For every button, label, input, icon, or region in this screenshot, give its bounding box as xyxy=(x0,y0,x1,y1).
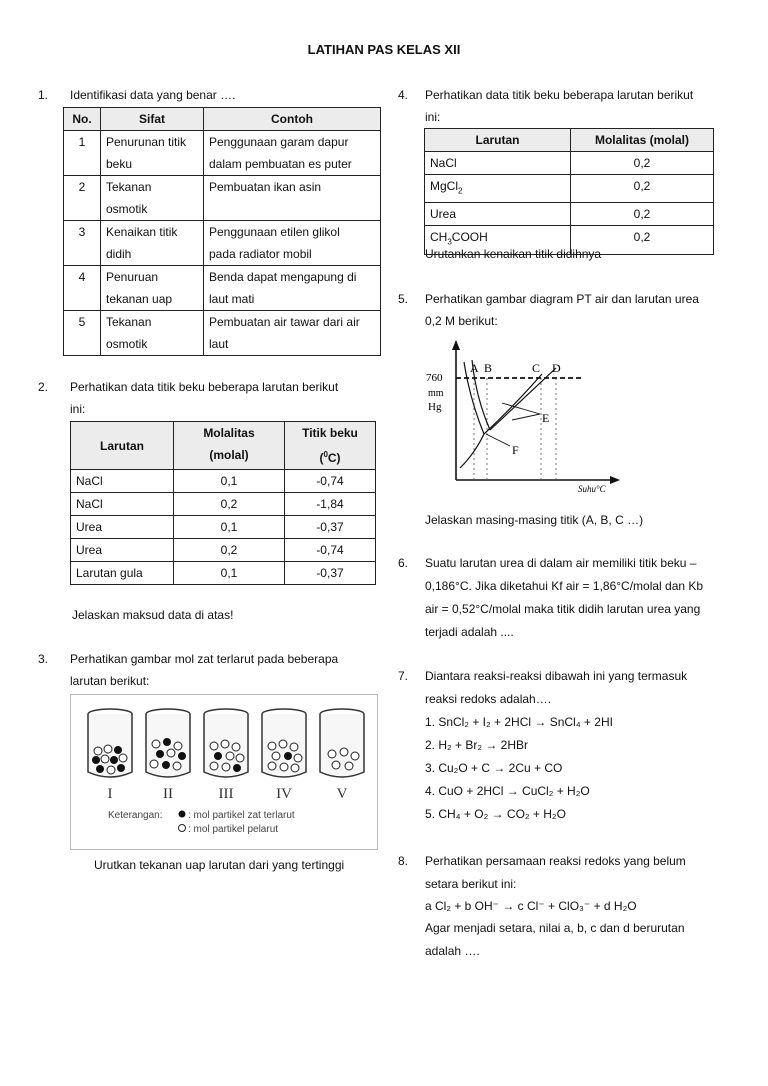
q2-header-molalitas-line: Molalitas xyxy=(203,426,255,440)
q1-contoh xyxy=(204,176,381,221)
q4-larutan-tail: COOH xyxy=(451,230,488,245)
q1-contoh-line xyxy=(209,198,375,220)
legend-keterangan: Keterangan: xyxy=(108,810,163,821)
q4-number: 4. xyxy=(398,88,409,102)
table-row xyxy=(71,562,376,585)
q8-number: 8. xyxy=(398,854,409,868)
q4-header-molalitas: Molalitas (molal) xyxy=(571,129,714,152)
q4-text-cont: ini: xyxy=(425,110,441,124)
q6-line: 0,186°C. Jika diketahui Kf air = 1,86°C/molal dan Kb xyxy=(425,579,704,593)
q2-titik: -0,74 xyxy=(285,470,376,493)
q4-larutan-sub: 2 xyxy=(458,186,463,196)
point-a: A xyxy=(470,361,479,375)
q1-table xyxy=(63,107,381,356)
q1-sifat-line: osmotik xyxy=(106,337,148,351)
q4-larutan-text: MgCl xyxy=(430,179,459,193)
q6-line: terjadi adalah .... xyxy=(425,625,514,639)
pressure-label: 760 xyxy=(426,372,443,384)
pointer-e-line xyxy=(502,403,540,414)
x-axis-label: Suhu°C xyxy=(578,484,606,494)
q2-molalitas: 0,1 xyxy=(174,562,285,585)
q2-larutan: Larutan gula xyxy=(71,562,174,585)
q6-number: 6. xyxy=(398,556,409,570)
table-row xyxy=(71,539,376,562)
q2-after: Jelaskan maksud data di atas! xyxy=(72,608,234,622)
q2-header-titik xyxy=(285,422,376,470)
beaker-1 xyxy=(88,709,132,777)
q1-contoh xyxy=(204,131,381,176)
q1-contoh xyxy=(204,311,381,356)
q1-sifat xyxy=(101,221,204,266)
q1-no: 3 xyxy=(64,221,101,266)
q6-line: air = 0,52°C/molal maka titik didih larutan urea yang xyxy=(425,602,701,616)
page-title: LATIHAN PAS KELAS XII xyxy=(307,42,461,57)
pointer-f-line xyxy=(486,434,510,446)
q3-text: Perhatikan gambar mol zat terlarut pada beberapa xyxy=(70,652,339,666)
beaker-label: III xyxy=(218,786,234,802)
beaker-label: IV xyxy=(276,786,292,802)
q1-no: 4 xyxy=(64,266,101,311)
q3-number: 3. xyxy=(38,652,49,666)
point-c: C xyxy=(532,361,541,375)
beakers-figure xyxy=(70,694,378,850)
q4-molalitas: 0,2 xyxy=(571,175,714,203)
q1-contoh xyxy=(204,221,381,266)
legend-solvent: : mol partikel pelarut xyxy=(188,824,279,835)
q4-larutan-sub: 3 xyxy=(447,237,452,247)
q7-reaction: 5. CH₄ + O₂ → CO₂ + H₂O xyxy=(425,807,566,821)
q2-larutan: NaCl xyxy=(71,470,174,493)
solvent-particle-icon xyxy=(179,825,186,832)
q5-after: Jelaskan masing-masing titik (A, B, C …) xyxy=(425,513,644,527)
q2-titik: -1,84 xyxy=(285,493,376,516)
q4-molalitas: 0,2 xyxy=(571,226,714,254)
q2-number: 2. xyxy=(38,380,49,394)
q7-text-cont: reaksi redoks adalah…. xyxy=(425,692,552,706)
q8-equation: a Cl₂ + b OH⁻ → c Cl⁻ + ClO₃⁻ + d H₂O xyxy=(425,899,637,913)
unit-mm: mm xyxy=(428,388,444,399)
q2-molalitas: 0,1 xyxy=(174,470,285,493)
point-e: E xyxy=(542,411,550,425)
q1-sifat xyxy=(101,311,204,356)
q1-contoh-line: Benda dapat mengapung di xyxy=(209,270,357,284)
q4-text: Perhatikan data titik beku beberapa larutan berikut xyxy=(425,88,694,102)
q4-molalitas: 0,2 xyxy=(571,152,714,175)
unit-hg: Hg xyxy=(428,401,442,413)
q1-contoh-line: laut xyxy=(209,337,229,351)
q1-header-row xyxy=(64,108,381,131)
q2-titik: -0,37 xyxy=(285,516,376,539)
q1-contoh-line: dalam pembuatan es puter xyxy=(209,157,352,171)
q2-text-cont: ini: xyxy=(70,402,86,416)
solute-particle-icon xyxy=(179,811,186,818)
q1-header-contoh: Contoh xyxy=(204,108,381,131)
table-row xyxy=(71,516,376,539)
table-row xyxy=(425,175,714,203)
pt-diagram xyxy=(420,338,630,498)
q2-titik: -0,74 xyxy=(285,539,376,562)
q1-sifat-line: Tekanan xyxy=(106,315,152,329)
q2-text: Perhatikan data titik beku beberapa larutan berikut xyxy=(70,380,339,394)
q7-text: Diantara reaksi-reaksi dibawah ini yang termasuk xyxy=(425,669,688,683)
q2-larutan: Urea xyxy=(71,539,174,562)
q1-sifat xyxy=(101,266,204,311)
beaker-label: II xyxy=(163,786,173,802)
q7-reaction: 3. Cu₂O + C → 2Cu + CO xyxy=(425,761,563,775)
q7-reaction: 2. H₂ + Br₂ → 2HBr xyxy=(425,738,529,752)
q2-header-molalitas xyxy=(174,422,285,470)
legend-solute: : mol partikel zat terlarut xyxy=(188,810,295,821)
q1-contoh xyxy=(204,266,381,311)
q1-sifat-line: tekanan uap xyxy=(106,292,173,306)
q4-larutan: NaCl xyxy=(425,152,571,175)
q1-sifat-line: Penurunan titik xyxy=(106,135,187,149)
q1-sifat xyxy=(101,131,204,176)
q1-sifat-line: didih xyxy=(106,247,132,261)
table-row xyxy=(64,221,381,266)
q2-molalitas: 0,1 xyxy=(174,516,285,539)
q4-after: Urutankan kenaikan titik didihnya xyxy=(425,247,602,261)
q1-sifat xyxy=(101,176,204,221)
q7-reaction: 4. CuO + 2HCl → CuCl₂ + H₂O xyxy=(425,784,590,798)
q4-molalitas: 0,2 xyxy=(571,203,714,226)
beaker-4 xyxy=(262,709,306,777)
q2-header-molalitas-line: (molal) xyxy=(209,448,249,462)
q6-line: Suatu larutan urea di dalam air memiliki titik beku – xyxy=(425,556,697,570)
beaker-3 xyxy=(204,709,248,777)
q1-contoh-line: pada radiator mobil xyxy=(209,247,312,261)
q4-header-row xyxy=(425,129,714,152)
q2-table xyxy=(70,421,376,585)
q2-header-row xyxy=(71,422,376,470)
q1-header-no: No. xyxy=(64,108,101,131)
q1-contoh-line: Penggunaan garam dapur xyxy=(209,135,349,149)
table-row xyxy=(64,131,381,176)
beaker-label: I xyxy=(107,786,113,802)
q1-contoh-line: Pembuatan air tawar dari air xyxy=(209,315,360,329)
q2-header-titik-unit-text: C) xyxy=(327,451,341,465)
q7-reaction: 1. SnCl₂ + I₂ + 2HCl → SnCl₄ + 2HI xyxy=(425,715,613,729)
q1-sifat-line: Penuruan xyxy=(106,270,159,284)
beaker-2 xyxy=(146,709,190,777)
table-row xyxy=(64,311,381,356)
q5-number: 5. xyxy=(398,292,409,306)
q1-text: Identifikasi data yang benar …. xyxy=(70,88,236,102)
q5-text-cont: 0,2 M berikut: xyxy=(425,314,498,328)
q5-text: Perhatikan gambar diagram PT air dan larutan urea xyxy=(425,292,699,306)
beaker-label: V xyxy=(336,786,348,802)
q8-text-cont: setara berikut ini: xyxy=(425,877,517,891)
sublimation-curve xyxy=(460,434,484,468)
q4-larutan: Urea xyxy=(425,203,571,226)
table-row xyxy=(71,470,376,493)
q2-molalitas: 0,2 xyxy=(174,539,285,562)
point-b: B xyxy=(484,361,493,375)
y-axis-arrow-icon xyxy=(452,340,460,350)
q1-contoh-line: Penggunaan etilen glikol xyxy=(209,225,340,239)
q1-contoh-line: Pembuatan ikan asin xyxy=(209,180,322,194)
q2-header-larutan: Larutan xyxy=(71,422,174,470)
q4-header-larutan: Larutan xyxy=(425,129,571,152)
q1-contoh-line: laut mati xyxy=(209,292,255,306)
q1-sifat-line: Kenaikan titik xyxy=(106,225,178,239)
degree-sup: 0 xyxy=(323,450,328,459)
q1-no: 2 xyxy=(64,176,101,221)
q2-titik: -0,37 xyxy=(285,562,376,585)
q3-after: Urutkan tekanan uap larutan dari yang tertinggi xyxy=(94,858,345,872)
point-d: D xyxy=(552,361,561,375)
q4-larutan-text: CH xyxy=(430,230,448,245)
q1-header-sifat: Sifat xyxy=(101,108,204,131)
q2-header-titik-line: Titik beku xyxy=(302,426,358,440)
q1-sifat-line: osmotik xyxy=(106,202,148,216)
table-row xyxy=(64,266,381,311)
q2-header-titik-unit: ($^0$C) xyxy=(319,450,341,465)
q8-text: Perhatikan persamaan reaksi redoks yang belum xyxy=(425,854,686,868)
q1-no: 1 xyxy=(64,131,101,176)
table-row xyxy=(425,203,714,226)
q2-larutan: Urea xyxy=(71,516,174,539)
q1-sifat-line: Tekanan xyxy=(106,180,152,194)
pointer-e-line xyxy=(512,414,540,420)
q1-sifat-line: beku xyxy=(106,157,133,171)
q4-table xyxy=(424,128,714,255)
q1-no: 5 xyxy=(64,311,101,356)
point-f: F xyxy=(512,443,519,457)
q7-number: 7. xyxy=(398,669,409,683)
table-row xyxy=(71,493,376,516)
q3-text-cont: larutan berikut: xyxy=(70,674,150,688)
x-axis-arrow-icon xyxy=(610,476,620,484)
vapor-curve-solution xyxy=(484,374,542,434)
beaker-5 xyxy=(320,709,364,777)
q4-larutan xyxy=(425,175,571,203)
q1-number: 1. xyxy=(38,88,49,102)
q2-molalitas: 0,2 xyxy=(174,493,285,516)
q2-larutan: NaCl xyxy=(71,493,174,516)
table-row xyxy=(425,152,714,175)
q8-text-cont: adalah …. xyxy=(425,944,480,958)
q8-text-cont: Agar menjadi setara, nilai a, b, c dan d berurutan xyxy=(425,921,685,935)
table-row xyxy=(64,176,381,221)
